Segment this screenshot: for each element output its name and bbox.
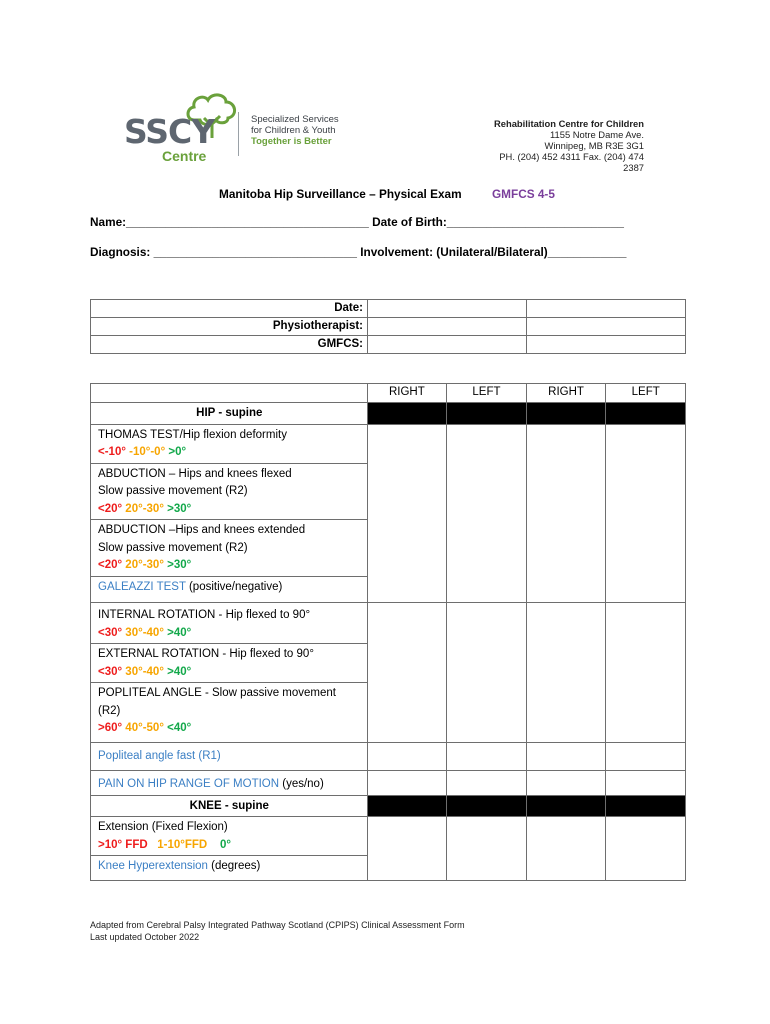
abd-flexed-text-2: Slow passive movement (R2) [98,485,248,497]
abduction-extended-label [91,520,368,577]
header-left-2: LEFT [606,384,686,403]
popliteal-label [91,683,368,743]
physio-label: Physiotherapist: [91,318,368,336]
range-orange: 30°-40° [122,626,164,639]
external-rotation-label [91,644,368,683]
hyperextension-text: Knee Hyperextension [98,860,208,872]
knee-cell-left-1[interactable] [447,817,527,881]
pain-cell-right-1[interactable] [367,771,447,796]
knee-cell-right-1[interactable] [367,817,447,881]
address-street: 1155 Notre Dame Ave. [550,129,644,140]
section-bar [447,403,527,425]
pop-fast-cell-right-2[interactable] [526,742,606,771]
physio-cell-1[interactable] [368,318,527,336]
extension-label [91,817,368,856]
section-bar [447,795,527,817]
abd-ext-text-2: Slow passive movement (R2) [98,541,248,554]
logo-centre-text: Centre [162,148,207,164]
knee-cell-right-2[interactable] [526,817,606,881]
pain-cell-left-1[interactable] [447,771,527,796]
pop-fast-cell-left-2[interactable] [606,742,686,771]
range-green: >40° [163,665,192,678]
range-red: <20° [98,502,123,515]
rotation-cell-left-1[interactable] [447,603,527,743]
range-orange: -10°-0° [125,446,166,458]
section-bar [367,403,447,425]
range-red: <30° [98,626,123,639]
pain-text: PAIN ON HIP RANGE OF MOTION [98,778,280,790]
thomas-row [91,424,686,463]
range-red: >10° FFD [98,838,148,851]
knee-section-row [91,795,686,817]
extension-text: Extension (Fixed Flexion) [98,821,228,833]
logo-wordmark: SSCY [124,112,215,151]
hyperextension-unit: (degrees) [207,860,261,872]
int-rot-ranges [98,625,361,643]
section-bar [526,795,606,817]
address-city: Winnipeg, MB R3E 3G1 [544,140,644,151]
header-row [91,384,686,403]
pop-fast-cell-right-1[interactable] [367,742,447,771]
range-orange: 20°-30° [122,502,164,515]
gmfcs-cell-2[interactable] [527,336,686,354]
range-red: >60° [98,722,123,734]
header-blank [91,384,368,403]
popliteal-fast-text: Popliteal angle fast (R1) [98,749,221,762]
abd-flexed-ranges [98,501,361,519]
footer-source: Adapted from Cerebral Palsy Integrated Pathway Scotland (CPIPS) Clinical Assessment Form [90,920,465,930]
sscy-logo [120,92,360,172]
internal-rotation-label [91,603,368,644]
range-orange: 1-10°FFD [147,838,208,851]
range-green: >30° [163,559,192,571]
range-orange: 20°-30° [122,559,164,571]
pop-fast-cell-left-1[interactable] [447,742,527,771]
range-green: <40° [163,722,192,734]
popliteal-text-2: (R2) [98,704,121,717]
thomas-label [91,424,368,463]
galeazzi-label [91,576,368,603]
section-bar [606,795,686,817]
section-bar [367,795,447,817]
physio-row [91,318,686,336]
exam-info-table [90,299,686,354]
footer-updated: Last updated October 2022 [90,932,200,942]
hip-cell-left-2[interactable] [606,424,686,603]
abd-ext-text-1: ABDUCTION –Hips and knees extended [98,524,306,536]
hip-section-title: HIP - supine [91,403,368,425]
address-org: Rehabilitation Centre for Children [493,118,644,129]
pain-row [91,771,686,796]
gmfcs-level-label: GMFCS 4-5 [492,187,555,201]
range-red: <-10° [98,446,126,458]
diagnosis-involvement-line[interactable]: Diagnosis: _______________________________ Involvement: (Unilateral/Bilateral)____________ [90,245,627,259]
ext-rot-text: EXTERNAL ROTATION - Hip flexed to 90° [98,648,314,660]
tagline-line-1: Specialized Services [251,114,339,125]
gmfcs-cell-1[interactable] [368,336,527,354]
document-title: Manitoba Hip Surveillance – Physical Exam [219,187,462,201]
hyperextension-label [91,856,368,881]
popliteal-text-1: POPLITEAL ANGLE - Slow passive movement [98,687,336,699]
abd-flexed-text-1: ABDUCTION – Hips and knees flexed [98,467,292,480]
pain-cell-left-2[interactable] [606,771,686,796]
thomas-ranges [98,444,361,462]
knee-section-title: KNEE - supine [91,795,368,817]
popliteal-fast-row [91,742,686,771]
popliteal-ranges [98,720,361,738]
physio-cell-2[interactable] [527,318,686,336]
knee-cell-left-2[interactable] [606,817,686,881]
abd-ext-ranges [98,557,361,575]
tagline-line-2: for Children & Youth [251,125,336,136]
address-block [476,118,644,173]
range-green: 0° [207,838,231,851]
extension-row [91,817,686,856]
galeazzi-test-link: GALEAZZI TEST [98,580,186,593]
logo-tagline [251,114,339,147]
gmfcs-row [91,336,686,354]
header-right-2: RIGHT [526,384,606,403]
section-bar [526,403,606,425]
rotation-cell-right-1[interactable] [367,603,447,743]
galeazzi-options: (positive/negative) [185,580,283,593]
section-bar [606,403,686,425]
hip-section-row [91,403,686,425]
range-green: >40° [163,626,192,639]
header-left-1: LEFT [447,384,527,403]
hip-cell-right-1[interactable] [367,424,447,603]
range-red: <30° [98,665,123,678]
thomas-text: THOMAS TEST/Hip flexion deformity [98,428,287,441]
popliteal-fast-label [91,742,368,771]
extension-ranges [98,837,361,855]
rotation-cell-left-2[interactable] [606,603,686,743]
date-label: Date: [91,300,368,318]
pain-label [91,771,368,796]
header-right-1: RIGHT [367,384,447,403]
gmfcs-label: GMFCS: [91,336,368,354]
pain-options: (yes/no) [279,778,324,790]
address-phone: PH. (204) 452 4311 Fax. (204) 474 2387 [499,151,644,173]
internal-rotation-row [91,603,686,644]
range-orange: 30°-40° [122,665,164,678]
tagline-line-3: Together is Better [251,136,332,147]
date-row [91,300,686,318]
abduction-flexed-label [91,463,368,520]
range-green: >0° [165,446,187,458]
range-orange: 40°-50° [122,722,164,734]
int-rot-text: INTERNAL ROTATION - Hip flexed to 90° [98,609,311,621]
date-cell-1[interactable] [368,300,527,318]
name-dob-line[interactable]: Name:_____________________________________ Date of Birth:___________________________ [90,215,624,229]
range-red: <20° [98,559,123,571]
date-cell-2[interactable] [527,300,686,318]
rotation-cell-right-2[interactable] [526,603,606,743]
hip-cell-right-2[interactable] [526,424,606,603]
range-green: >30° [163,502,192,515]
pain-cell-right-2[interactable] [526,771,606,796]
physical-exam-table [90,383,686,881]
hip-cell-left-1[interactable] [447,424,527,603]
ext-rot-ranges [98,664,361,682]
logo-divider [238,112,239,156]
footer-note [90,919,465,943]
